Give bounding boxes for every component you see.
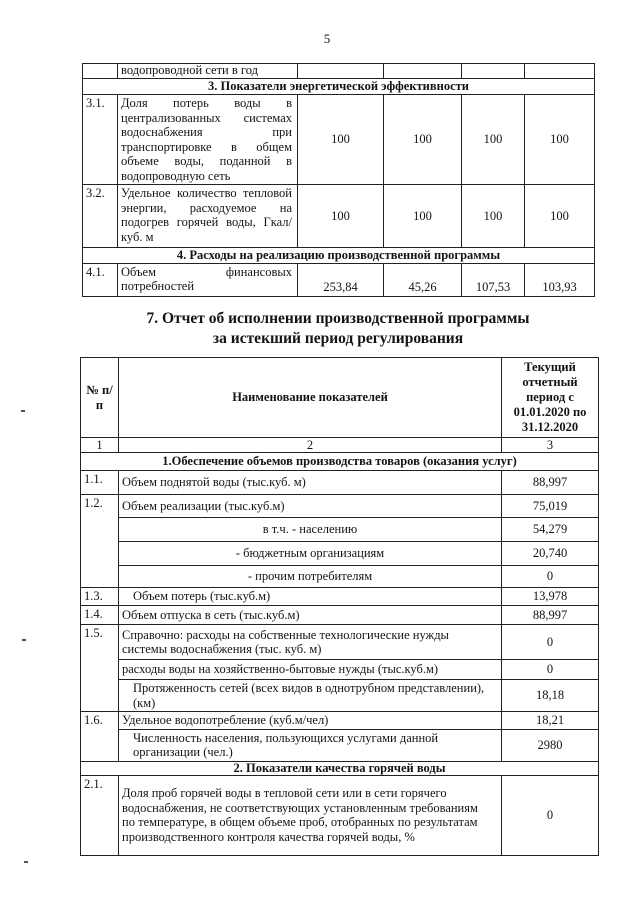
row-value: 13,978	[502, 588, 599, 606]
column-index: 2	[119, 438, 502, 453]
report-table-header	[81, 358, 599, 453]
row-value: 103,93	[525, 263, 595, 296]
row-value: 0	[502, 775, 599, 855]
row-label: водопроводной сети в год	[118, 64, 298, 79]
row-value: 88,997	[502, 606, 599, 625]
row-number	[83, 64, 118, 79]
row-value: 100	[298, 95, 384, 185]
row-value: 18,18	[502, 680, 599, 712]
column-index-row	[81, 438, 599, 453]
section-title: 1.Обеспечение объемов производства товаров (оказания услуг)	[81, 453, 599, 471]
column-header-name: Наименование показателей	[119, 358, 502, 438]
report-table-body	[81, 453, 599, 856]
row-value: 253,84	[298, 263, 384, 296]
column-header-period: Текущий отчетный период с 01.01.2020 по 31.12.2020	[502, 358, 599, 438]
section-row	[81, 453, 599, 471]
section-heading-line: за истекший период регулирования	[212, 330, 464, 347]
row-value: 100	[525, 185, 595, 248]
row-value	[525, 64, 595, 79]
table-row	[81, 606, 599, 625]
row-value: 100	[384, 95, 462, 185]
row-label: Протяженность сетей (всех видов в однотрубном представлении), (км)	[119, 680, 502, 712]
row-value	[462, 64, 525, 79]
row-value: 18,21	[502, 712, 599, 730]
row-number: 1.6.	[81, 712, 119, 762]
column-header-number: № п/п	[81, 358, 119, 438]
table-row	[81, 588, 599, 606]
row-value: 88,997	[502, 471, 599, 495]
table-row	[81, 712, 599, 730]
row-value: 0	[502, 566, 599, 588]
row-label: в т.ч. - населению	[119, 518, 502, 542]
row-value: 107,53	[462, 263, 525, 296]
row-number: 1.4.	[81, 606, 119, 625]
row-label: Удельное водопотребление (куб.м/чел)	[119, 712, 502, 730]
table-row	[81, 566, 599, 588]
column-index: 1	[81, 438, 119, 453]
program-report-table	[80, 357, 599, 856]
scan-mark	[22, 639, 26, 641]
section-title: 2. Показатели качества горячей воды	[81, 761, 599, 775]
section-title: 3. Показатели энергетической эффективности	[83, 79, 595, 95]
row-value: 75,019	[502, 495, 599, 518]
table-row	[83, 95, 595, 185]
table-row	[81, 471, 599, 495]
header-row	[81, 358, 599, 438]
table-row	[81, 542, 599, 566]
row-number: 1.5.	[81, 625, 119, 712]
section-row	[83, 79, 595, 95]
table-row	[81, 625, 599, 660]
section-heading	[18, 309, 640, 349]
row-value: 0	[502, 625, 599, 660]
row-value: 100	[462, 95, 525, 185]
table-row	[81, 680, 599, 712]
section-row	[81, 761, 599, 775]
row-number: 1.1.	[81, 471, 119, 495]
row-value: 100	[384, 185, 462, 248]
row-value: 45,26	[384, 263, 462, 296]
row-value: 54,279	[502, 518, 599, 542]
row-value	[298, 64, 384, 79]
energy-efficiency-table	[82, 63, 595, 297]
row-label: Объем потерь (тыс.куб.м)	[119, 588, 502, 606]
row-label: Удельное количество тепловой энергии, расходуемое на подогрев горячей воды, Гкал/куб. м	[118, 185, 298, 248]
scan-mark	[24, 861, 28, 863]
page-number: 5	[323, 31, 331, 46]
row-label: расходы воды на хозяйственно-бытовые нужды (тыс.куб.м)	[119, 660, 502, 680]
table-row	[81, 775, 599, 855]
table-row	[83, 64, 595, 79]
row-number: 1.2.	[81, 495, 119, 588]
section-title: 4. Расходы на реализацию производственной программы	[83, 248, 595, 264]
table-row	[83, 185, 595, 248]
row-label: Объем поднятой воды (тыс.куб. м)	[119, 471, 502, 495]
table-row	[81, 660, 599, 680]
row-label: Численность населения, пользующихся услугами данной организации (чел.)	[119, 729, 502, 761]
section-row	[83, 248, 595, 264]
row-number: 4.1.	[83, 263, 118, 296]
row-value: 0	[502, 660, 599, 680]
column-index: 3	[502, 438, 599, 453]
section-heading-line: 7. Отчет об исполнении производственной программы	[146, 310, 530, 327]
row-number: 2.1.	[81, 775, 119, 855]
row-label: Справочно: расходы на собственные технологические нужды системы водоснабжения (тыс. куб. м)	[119, 625, 502, 660]
energy-efficiency-table-body	[83, 64, 595, 297]
row-label: Объем отпуска в сеть (тыс.куб.м)	[119, 606, 502, 625]
row-value: 100	[525, 95, 595, 185]
row-label: - прочим потребителям	[119, 566, 502, 588]
table-row	[81, 518, 599, 542]
table-row	[83, 263, 595, 296]
row-value: 20,740	[502, 542, 599, 566]
row-label: Объем реализации (тыс.куб.м)	[119, 495, 502, 518]
row-value	[384, 64, 462, 79]
row-number: 3.1.	[83, 95, 118, 185]
row-label: - бюджетным организациям	[119, 542, 502, 566]
table-row	[81, 729, 599, 761]
row-value: 100	[298, 185, 384, 248]
row-number: 1.3.	[81, 588, 119, 606]
row-value: 100	[462, 185, 525, 248]
row-label: Доля проб горячей воды в тепловой сети или в сети горячего водоснабжения, не соответствующих установленным требованиям по температуре, в общем объеме проб, отобранных по результатам производственного контроля качества горячей воды, %	[119, 775, 502, 855]
table-row	[81, 495, 599, 518]
row-label: Объем финансовых потребностей	[118, 263, 298, 296]
row-value: 2980	[502, 729, 599, 761]
row-label: Доля потерь воды в централизованных системах водоснабжения при транспортировке в общем объеме воды, поданной в водопроводную сеть	[118, 95, 298, 185]
row-number: 3.2.	[83, 185, 118, 248]
scan-mark	[21, 410, 25, 412]
